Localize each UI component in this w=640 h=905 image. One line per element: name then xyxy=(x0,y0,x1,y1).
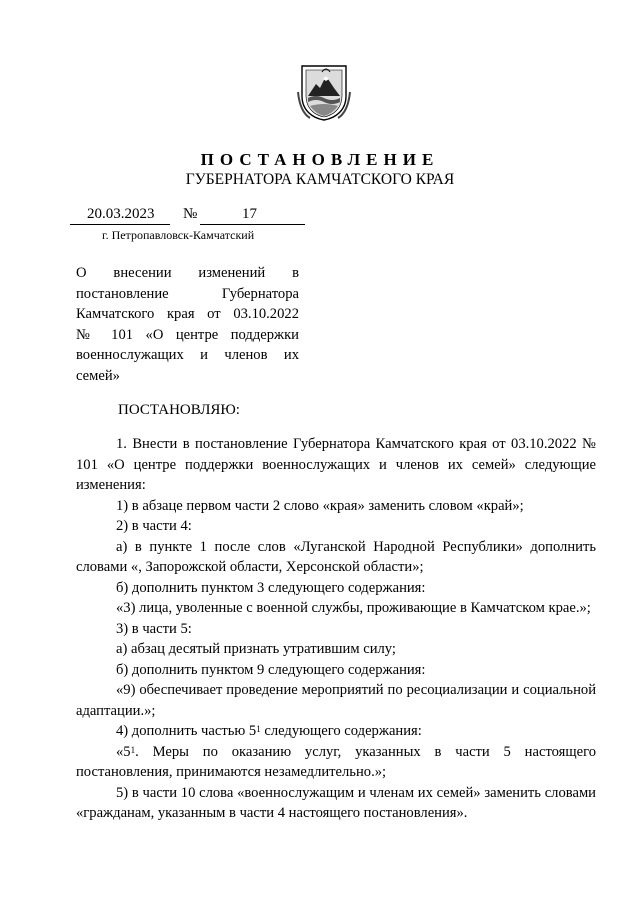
body-paragraph xyxy=(76,721,596,742)
subject-line: Камчатского края от 03.10.2022 xyxy=(76,306,299,322)
subject-line: № 101 «О центре поддержки xyxy=(76,326,299,343)
body-text: . Меры по оказанию услуг, указанных в части 5 настоящего постановления, принимаются незамедлительно.»; xyxy=(76,743,596,780)
body-paragraph: а) абзац десятый признать утратившим силу; xyxy=(116,641,396,657)
body-paragraph: а) в пункте 1 после слов «Луганской Народной Республики» дополнить словами «, Запорожской области, Херсонской области»; xyxy=(76,538,596,575)
body-paragraph xyxy=(76,742,596,783)
body-paragraph: 3) в части 5: xyxy=(116,620,192,637)
body-paragraph: 1. Внести в постановление Губернатора Камчатского края от 03.10.2022 № 101 «О центре поддержки военнослужащих и членов их семей» следующие изменения: xyxy=(76,436,596,493)
subject-line: О внесении изменений в xyxy=(76,265,299,281)
superscript: 1 xyxy=(130,744,136,755)
body-paragraph: б) дополнить пунктом 9 следующего содержания: xyxy=(116,661,426,678)
document-title: ПОСТАНОВЛЕНИЕ xyxy=(200,150,440,169)
document-city: г. Петропавловск-Камчатский xyxy=(102,228,255,242)
document-subtitle: ГУБЕРНАТОРА КАМЧАТСКОГО КРАЯ xyxy=(185,171,455,188)
date-underline xyxy=(70,224,170,225)
body-paragraph: «9) обеспечивает проведение мероприятий по ресоциализации и социальной адаптации.»; xyxy=(76,682,596,719)
document-subject xyxy=(76,263,299,386)
kamchatka-coat-of-arms-icon xyxy=(296,62,352,122)
document-number: 17 xyxy=(242,206,257,222)
body-paragraph: «3) лица, уволенные с военной службы, проживающие в Камчатском крае.»; xyxy=(116,600,591,616)
number-sign: № xyxy=(183,206,198,222)
body-paragraph: 5) в части 10 слова «военнослужащим и членам их семей» заменить словами «гражданам, указанным в части 4 настоящего постановления». xyxy=(76,784,596,821)
document-body xyxy=(76,434,596,824)
body-text: 4) дополнить частью 5 xyxy=(116,723,257,739)
body-paragraph: 2) в части 4: xyxy=(116,518,192,534)
subject-line: семей» xyxy=(76,367,120,384)
document-date: 20.03.2023 xyxy=(87,206,155,222)
superscript: 1 xyxy=(256,724,261,734)
body-paragraph: б) дополнить пунктом 3 следующего содержания: xyxy=(116,579,426,596)
subject-line: постановление Губернатора xyxy=(76,285,299,302)
body-text: следующего содержания: xyxy=(260,723,422,739)
number-underline xyxy=(200,224,305,225)
body-text: «5 xyxy=(116,743,131,760)
subject-line: военнослужащих и членов их xyxy=(76,347,299,363)
body-paragraph: 1) в абзаце первом части 2 слово «края» заменить словом «край»; xyxy=(116,497,524,514)
decree-word: ПОСТАНОВЛЯЮ: xyxy=(118,402,240,418)
